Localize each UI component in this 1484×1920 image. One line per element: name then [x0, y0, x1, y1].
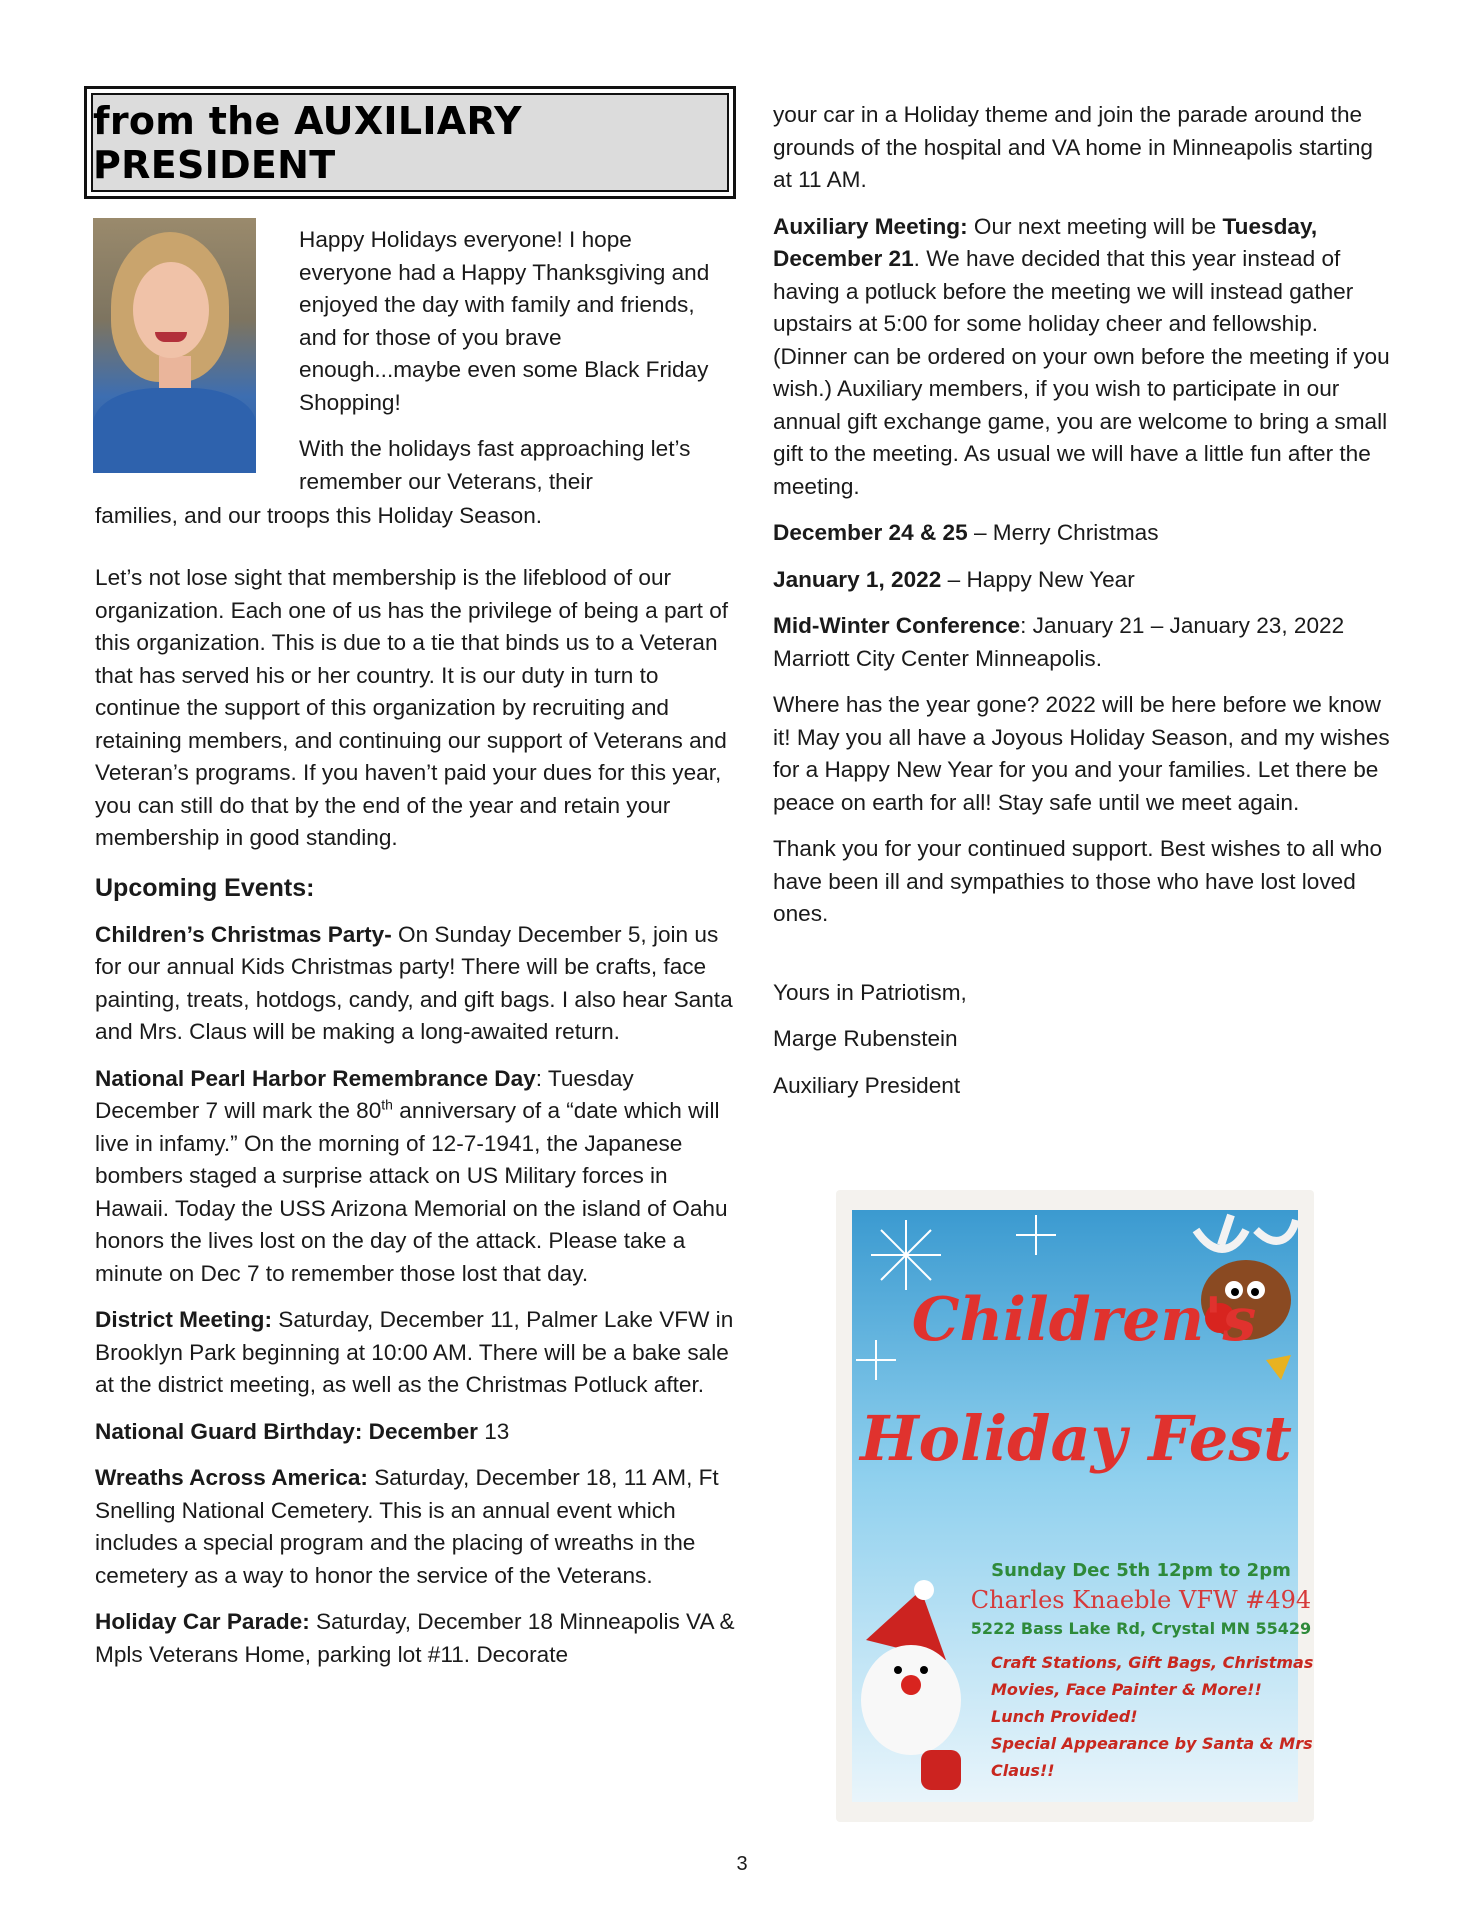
intro-paragraph-2a: With the holidays fast approaching let’s remember our Veterans, their — [299, 436, 691, 494]
right-column — [773, 99, 1398, 1102]
event-new-year: January 1, 2022 – Happy New Year — [773, 566, 1135, 592]
event-title: December 24 & 25 — [773, 520, 968, 545]
event-title: January 1, 2022 — [773, 566, 942, 592]
event-district-meeting: District Meeting: Saturday, December 11, Palmer Lake VFW in Brooklyn Park beginning at 10:00 AM. There will be a bake sale at the district meeting, as well as the Christmas Potluck after. — [95, 1307, 734, 1397]
closing-paragraph-1: Where has the year gone? 2022 will be here before we know it! May you all have a Joyous Holiday Season, and my wishes for a Happy New Year for you and your families. Let there be peace on earth for all! Stay safe until we meet again. — [773, 692, 1390, 815]
intro-continuation — [95, 500, 735, 533]
intro-paragraph-2b: families, and our troops this Holiday Season. — [95, 503, 543, 528]
flyer-line-4: Special Appearance by Santa & Mrs — [991, 1734, 1313, 1753]
signer-name: Marge Rubenstein — [773, 1026, 958, 1051]
flyer-line-3: Lunch Provided! — [991, 1707, 1138, 1726]
event-childrens-party: Children’s Christmas Party- On Sunday December 5, join us for our annual Kids Christmas party! There will be crafts, face painting, treats, hotdogs, candy, and gift bags. I also hear Santa and Mrs. Claus will be making a long-awaited return. — [95, 921, 733, 1044]
flyer-title-line-2: Holiday Fest — [860, 1402, 1292, 1475]
event-title: District Meeting: — [95, 1307, 272, 1332]
event-wreaths: Wreaths Across America: Saturday, December 18, 11 AM, Ft Snelling National Cemetery. This is an annual event which includes a special program and the placing of wreaths in the cemetery as a way to honor the service of the Veterans. — [95, 1465, 719, 1588]
event-title: Auxiliary Meeting: — [773, 213, 968, 239]
signoff: Yours in Patriotism, — [773, 979, 967, 1005]
president-photo — [93, 218, 256, 473]
section-title: from the AUXILIARY PRESIDENT — [93, 98, 522, 187]
intro-text — [299, 224, 719, 498]
event-car-parade: Holiday Car Parade: Saturday, December 18 Minneapolis VA & Mpls Veterans Home, parking lot #11. Decorate — [95, 1609, 735, 1667]
membership-paragraph: Let’s not lose sight that membership is the lifeblood of our organization. Each one of us has the privilege of being a part of this organization. This is due to a tie that binds us to a Veteran that has served his or her country. It is our duty in turn to continue the support of this organization by recruiting and retaining members, and continuing our support of Veterans and Veteran’s programs. If you haven’t paid your dues for this year, you can still do that by the end of the year and retain your membership in good standing. — [95, 565, 729, 850]
page-number: 3 — [736, 1853, 748, 1875]
closing-paragraph-2: Thank you for your continued support. Best wishes to all who have been ill and sympathies to those who have lost loved ones. — [773, 836, 1383, 926]
event-title: National Guard Birthday: December — [95, 1418, 478, 1444]
event-title: National Pearl Harbor Remembrance Day — [95, 1065, 536, 1091]
flyer-when: Sunday Dec 5th 12pm to 2pm — [991, 1560, 1291, 1581]
holiday-fest-flyer — [836, 1190, 1314, 1822]
event-title: Children’s Christmas Party- — [95, 921, 392, 947]
event-conference: Mid-Winter Conference: January 21 – January 23, 2022 Marriott City Center Minneapolis. — [773, 613, 1345, 671]
event-title: Mid-Winter Conference — [773, 613, 1021, 638]
flyer-line-1: Craft Stations, Gift Bags, Christmas — [991, 1653, 1314, 1672]
event-title: Wreaths Across America: — [95, 1465, 368, 1490]
left-column — [95, 548, 735, 1671]
flyer-graphic — [836, 1190, 1314, 1822]
flyer-line-5: Claus!! — [991, 1761, 1055, 1780]
event-car-parade-continued: your car in a Holiday theme and join the parade around the grounds of the hospital and VA home in Minneapolis starting at 11 AM. — [773, 102, 1373, 192]
signer-role: Auxiliary President — [773, 1072, 961, 1098]
flyer-title-line-1: Children's — [911, 1285, 1257, 1355]
flyer-venue: Charles Knaeble VFW #494 — [970, 1586, 1312, 1614]
intro-paragraph-1: Happy Holidays everyone! I hope everyone had a Happy Thanksgiving and enjoyed the day with family and friends, and for those of you brave enough...maybe even some Black Friday Shopping! — [299, 227, 710, 415]
flyer-line-2: Movies, Face Painter & More!! — [991, 1680, 1262, 1699]
event-auxiliary-meeting: Auxiliary Meeting: Our next meeting will be Tuesday, December 21. We have decided that this year instead of having a potluck before the meeting we will instead gather upstairs at 5:00 for some holiday cheer and fellowship. (Dinner can be ordered on your own before the meeting if you wish.) Auxiliary members, if you wish to participate in our annual gift exchange game, you are welcome to bring a small gift to the meeting. As usual we will have a little fun after the meeting. — [773, 213, 1390, 499]
event-christmas: December 24 & 25 – Merry Christmas — [773, 520, 1159, 545]
event-pearl-harbor: National Pearl Harbor Remembrance Day: Tuesday December 7 will mark the 80th anniversary of a “date which will live in infamy.” On the morning of 12-7-1941, the Japanese bombers staged a surprise attack on US Military forces in Hawaii. Today the USS Arizona Memorial on the island of Oahu honors the lives lost on the day of the attack. Please take a minute on Dec 7 to remember those lost that day. — [95, 1065, 728, 1286]
section-title-background — [91, 93, 729, 192]
section-title-box — [84, 86, 736, 199]
event-guard-birthday: National Guard Birthday: December 13 — [95, 1418, 510, 1444]
event-title: Holiday Car Parade: — [95, 1609, 310, 1634]
events-heading: Upcoming Events: — [95, 873, 315, 902]
flyer-address: 5222 Bass Lake Rd, Crystal MN 55429 — [970, 1619, 1312, 1638]
